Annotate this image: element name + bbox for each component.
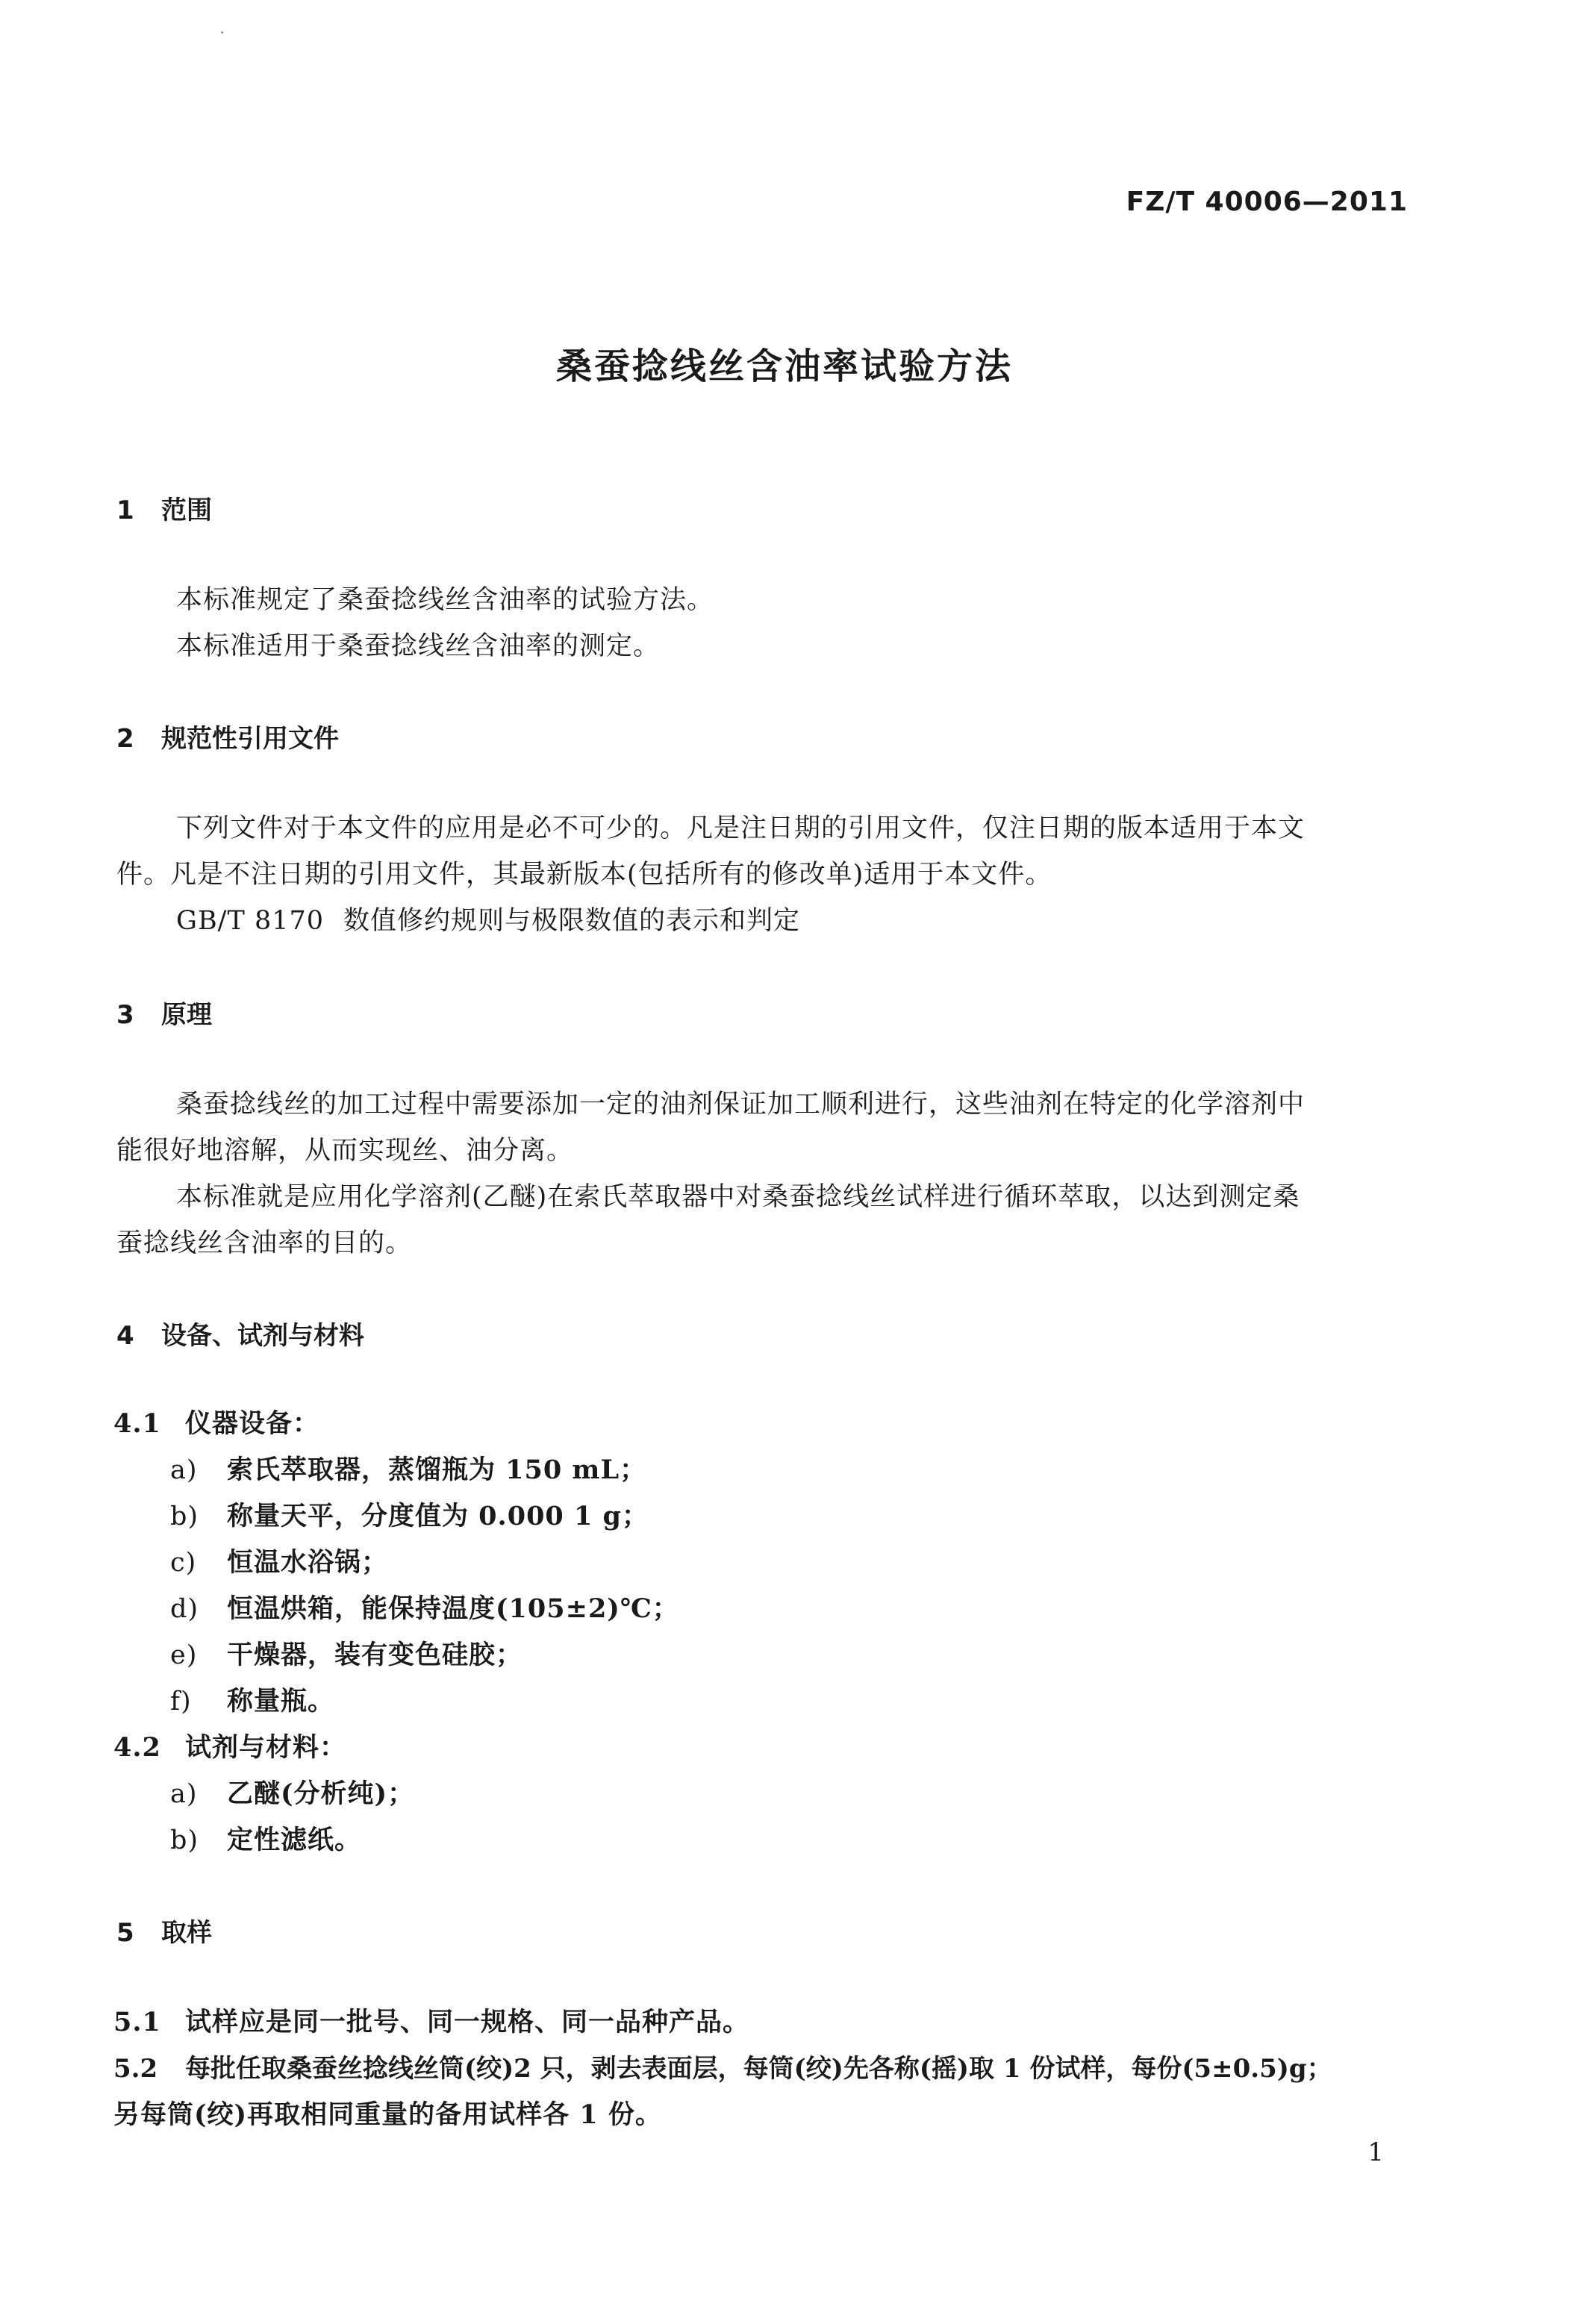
list-marker: a) xyxy=(170,1455,198,1485)
section-1-heading xyxy=(116,490,212,526)
section-number: 5 xyxy=(116,1918,134,1948)
subsection-title: 仪器设备： xyxy=(185,1408,320,1439)
section-2-para-line-2: 件。凡是不注日期的引用文件，其最新版本(包括所有的修改单)适用于本文件。 xyxy=(116,860,1052,890)
subsection-4-1-heading xyxy=(113,1403,319,1440)
list-marker: c) xyxy=(170,1548,197,1578)
section-number: 3 xyxy=(116,1000,134,1030)
subsection-number: 4.1 xyxy=(113,1408,161,1439)
list-marker: d) xyxy=(170,1594,199,1624)
section-4-heading xyxy=(116,1315,364,1352)
list-marker: a) xyxy=(170,1779,198,1809)
section-title: 取样 xyxy=(161,1918,212,1948)
section-number: 1 xyxy=(116,496,134,525)
subsection-5-2-line-2: 另每筒(绞)再取相同重量的备用试样各 1 份。 xyxy=(113,2099,662,2130)
subsection-4-2-heading xyxy=(113,1727,346,1764)
list-item xyxy=(170,1773,414,1811)
subsection-title: 试剂与材料： xyxy=(185,1732,347,1763)
section-3-para-1-line-2: 能很好地溶解，从而实现丝、油分离。 xyxy=(116,1136,574,1166)
section-title: 范围 xyxy=(161,496,212,525)
section-title: 设备、试剂与材料 xyxy=(161,1321,364,1351)
document-title: 桑蚕捻线丝含油率试验方法 xyxy=(555,346,1013,387)
page-number: 1 xyxy=(1367,2137,1384,2167)
list-text: 乙醚(分析纯)； xyxy=(227,1778,415,1809)
list-text: 称量瓶。 xyxy=(227,1686,335,1717)
section-title: 原理 xyxy=(161,1000,212,1030)
subsection-text-line-1: 每批任取桑蚕丝捻线丝筒(绞)2 只，剥去表面层，每筒(绞)先各称(摇)取 1 份试样，每份(5±0.5)g； xyxy=(185,2054,1332,2084)
list-text: 索氏萃取器，蒸馏瓶为 150 mL； xyxy=(227,1455,647,1485)
standard-code: FZ/T 40006—2011 xyxy=(1126,187,1408,217)
reference-code: GB/T 8170 xyxy=(176,906,325,936)
section-1-para-2: 本标准适用于桑蚕捻线丝含油率的测定。 xyxy=(176,631,661,661)
subsection-number: 5.2 xyxy=(113,2054,158,2084)
list-item xyxy=(170,1496,649,1533)
list-marker: b) xyxy=(170,1825,199,1855)
section-1-para-1: 本标准规定了桑蚕捻线丝含油率的试验方法。 xyxy=(176,585,714,615)
subsection-5-1 xyxy=(113,2002,749,2039)
list-item xyxy=(170,1588,679,1625)
section-2-heading xyxy=(116,718,339,755)
section-3-para-2-line-1: 本标准就是应用化学溶剂(乙醚)在索氏萃取器中对桑蚕捻线丝试样进行循环萃取，以达到测定桑 xyxy=(176,1182,1300,1212)
list-marker: f) xyxy=(170,1687,192,1717)
section-title: 规范性引用文件 xyxy=(161,724,339,754)
list-marker: e) xyxy=(170,1640,198,1670)
normative-reference xyxy=(176,900,800,937)
section-3-para-1-line-1: 桑蚕捻线丝的加工过程中需要添加一定的油剂保证加工顺利进行，这些油剂在特定的化学溶剂中 xyxy=(176,1090,1306,1119)
list-item xyxy=(170,1819,361,1857)
section-3-para-2-line-2: 蚕捻线丝含油率的目的。 xyxy=(116,1228,413,1258)
scan-speck xyxy=(221,31,223,34)
list-text: 干燥器，装有变色硅胶； xyxy=(227,1640,523,1670)
reference-title: 数值修约规则与极限数值的表示和判定 xyxy=(343,906,801,936)
section-2-para-line-1: 下列文件对于本文件的应用是必不可少的。凡是注日期的引用文件，仅注日期的版本适用于本文 xyxy=(176,813,1306,843)
list-item xyxy=(170,1681,334,1718)
subsection-number: 5.1 xyxy=(113,2007,161,2037)
list-text: 定性滤纸。 xyxy=(227,1825,362,1855)
subsection-number: 4.2 xyxy=(113,1732,161,1763)
subsection-5-2 xyxy=(113,2048,1332,2084)
list-text: 恒温烘箱，能保持温度(105±2)℃； xyxy=(227,1593,679,1624)
list-item xyxy=(170,1449,646,1487)
subsection-text: 试样应是同一批号、同一规格、同一品种产品。 xyxy=(185,2007,750,2037)
section-number: 4 xyxy=(116,1321,134,1351)
list-text: 称量天平，分度值为 0.000 1 g； xyxy=(227,1501,649,1531)
section-number: 2 xyxy=(116,724,134,754)
list-item xyxy=(170,1542,388,1579)
section-5-heading xyxy=(116,1912,212,1949)
section-3-heading xyxy=(116,994,212,1031)
list-item xyxy=(170,1634,523,1672)
list-text: 恒温水浴锅； xyxy=(227,1547,389,1578)
list-marker: b) xyxy=(170,1502,199,1531)
